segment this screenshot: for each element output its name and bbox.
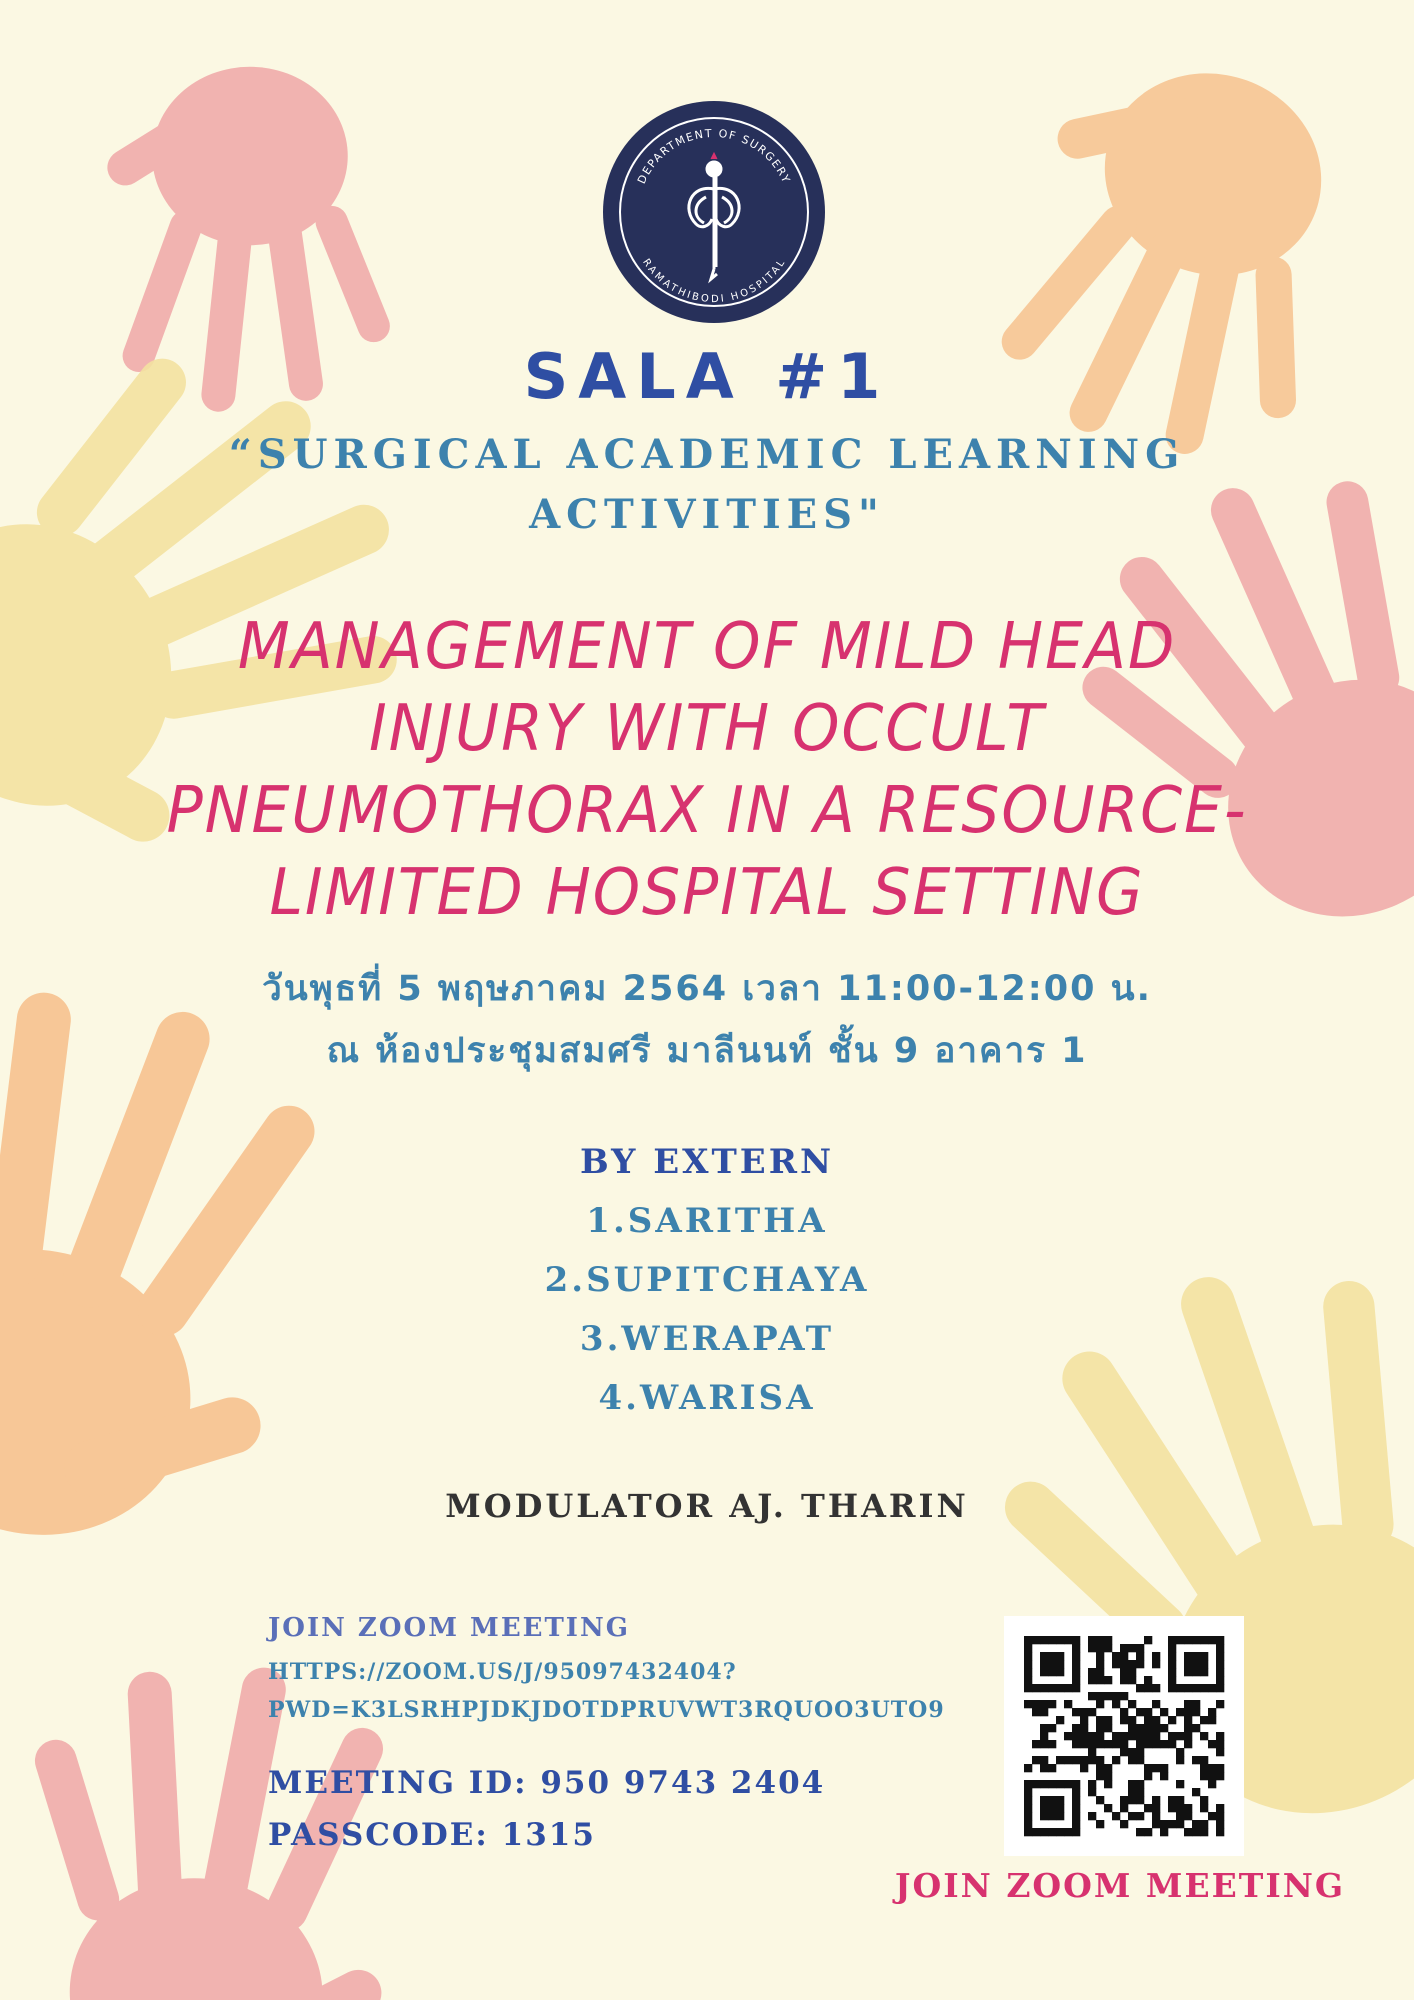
topic-line-3: PNEUMOTHORAX IN A RESOURCE-	[166, 774, 1248, 848]
presenter-name: 3.WERAPAT	[579, 1319, 835, 1359]
presenter-name: 4.WARISA	[598, 1378, 816, 1418]
topic-title	[42, 606, 1371, 934]
date-time-line: วันพุธที่ 5 พฤษภาคม 2564 เวลา 11:00-12:00 น.	[262, 969, 1152, 1009]
moderator: MODULATOR AJ. THARIN	[445, 1487, 969, 1525]
topic-line-1: MANAGEMENT OF MILD HEAD	[237, 610, 1177, 684]
page-title: SALA #1	[523, 340, 891, 413]
venue-line: ณ ห้องประชุมสมศรี มาลีนนท์ ชั้น 9 อาคาร 1	[326, 1031, 1088, 1071]
presenters	[0, 1133, 1414, 1428]
presenter-name: 1.SARITHA	[586, 1201, 828, 1241]
presenter-name: 2.SUPITCHAYA	[544, 1260, 870, 1300]
qr-label: JOIN ZOOM MEETING	[894, 1866, 1346, 1905]
subtitle-line-2: ACTIVITIES"	[529, 491, 885, 538]
zoom-info	[268, 1613, 945, 1861]
topic-line-2: INJURY WITH OCCULT	[369, 692, 1045, 766]
subtitle	[0, 425, 1414, 545]
department-logo	[601, 99, 827, 325]
subtitle-line-1: “SURGICAL ACADEMIC LEARNING	[228, 431, 1186, 478]
topic-line-4: LIMITED HOSPITAL SETTING	[269, 856, 1145, 930]
meeting-id: MEETING ID: 950 9743 2404	[268, 1765, 826, 1801]
zoom-qr-code[interactable]	[1004, 1616, 1244, 1856]
presenters-heading: BY EXTERN	[579, 1142, 835, 1182]
logo-top-text: DEPARTMENT OF SURGERY	[634, 126, 794, 186]
logo-bottom-text: RAMATHIBODI HOSPITAL	[640, 257, 788, 306]
zoom-link-line-1[interactable]: HTTPS://ZOOM.US/J/95097432404?	[268, 1659, 737, 1685]
passcode: PASSCODE: 1315	[268, 1817, 596, 1853]
schedule	[0, 958, 1414, 1082]
zoom-link-line-2[interactable]: PWD=K3LSRHPJDKJDOTDPRUVWT3RQUOO3UTO9	[268, 1697, 945, 1723]
zoom-heading: JOIN ZOOM MEETING	[268, 1613, 630, 1643]
